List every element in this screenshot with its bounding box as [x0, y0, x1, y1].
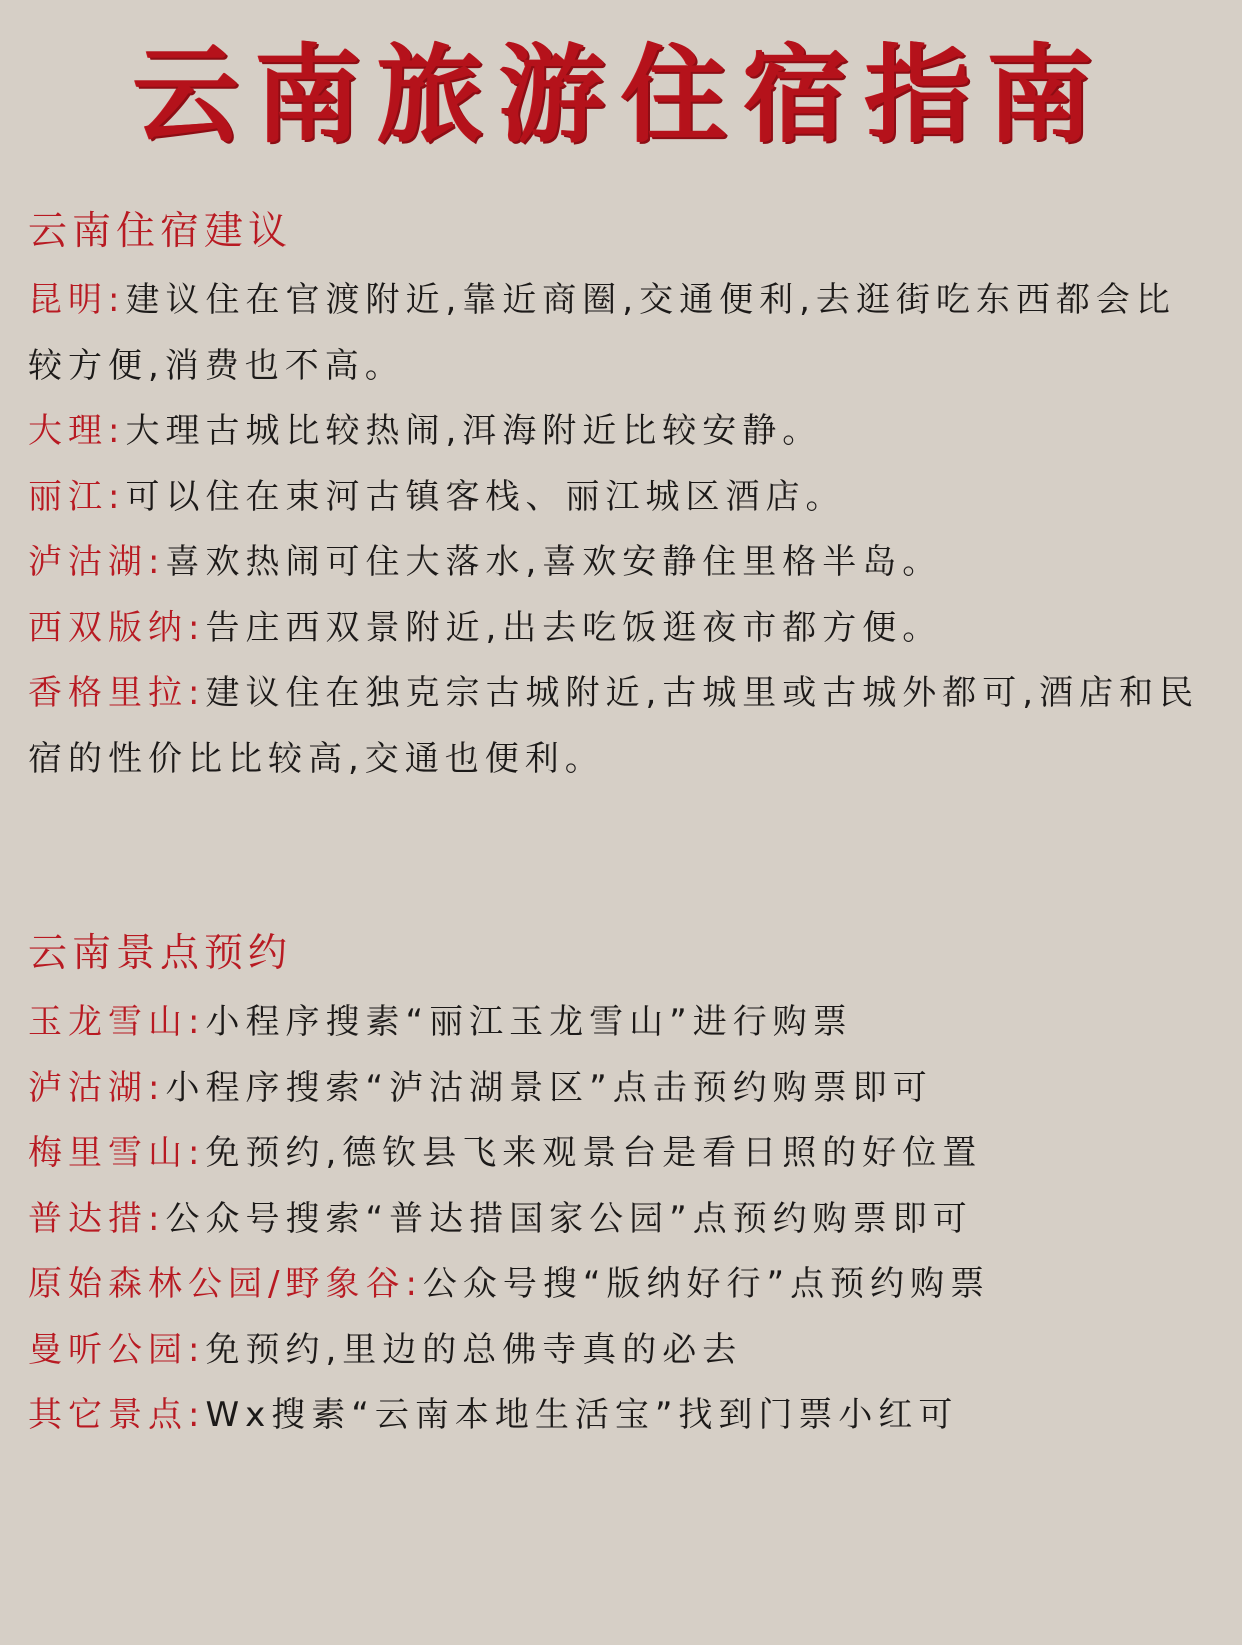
item-label: 普达措:	[28, 1198, 166, 1239]
item-label: 玉龙雪山:	[28, 1002, 206, 1042]
accommodation-heading: 云南住宿建议	[28, 209, 293, 254]
attraction-item-pudacuo	[28, 1187, 1214, 1253]
item-text: 告庄西双景附近,出去吃饭逛夜市都方便。	[205, 607, 943, 648]
accommodation-item-lugu-lake	[28, 530, 1214, 596]
attractions-heading: 云南景点预约	[28, 931, 293, 976]
attractions-section	[28, 922, 1214, 1449]
item-label: 曼听公园:	[28, 1329, 206, 1370]
item-text: 免预约,德钦县飞来观景台是看日照的好位置	[205, 1133, 983, 1173]
item-text: 建议住在官渡附近,靠近商圈,交通便利,去逛街吃东西都会比较方便,消费也不高。	[28, 280, 1176, 386]
accommodation-item-lijiang	[28, 465, 1214, 531]
attraction-item-other	[28, 1383, 1214, 1449]
attraction-item-meili-snow-mountain	[28, 1121, 1214, 1187]
item-text: 免预约,里边的总佛寺真的必去	[205, 1329, 743, 1370]
item-label: 西双版纳:	[28, 607, 206, 648]
item-label: 泸沽湖:	[28, 542, 166, 582]
accommodation-item-dali	[28, 399, 1214, 465]
attraction-item-manting-park	[28, 1318, 1214, 1384]
attraction-item-primeval-forest	[28, 1252, 1214, 1318]
page-title: 云南旅游住宿指南	[133, 34, 1109, 157]
item-text: 建议住在独克宗古城附近,古城里或古城外都可,酒店和民宿的性价比比较高,交通也便利。	[28, 673, 1200, 779]
item-text: 小程序搜索“泸沽湖景区”点击预约购票即可	[165, 1067, 933, 1108]
attraction-item-lugu-lake	[28, 1056, 1214, 1122]
item-label: 梅里雪山:	[28, 1133, 206, 1173]
item-label: 昆明:	[28, 280, 126, 320]
item-text: 大理古城比较热闹,洱海附近比较安静。	[125, 411, 823, 451]
accommodation-item-shangri-la	[28, 661, 1214, 792]
item-label: 香格里拉:	[28, 673, 206, 713]
item-text: 公众号搜索“普达措国家公园”点预约购票即可	[165, 1198, 973, 1239]
item-text: Wx搜素“云南本地生活宝”找到门票小红可	[205, 1395, 959, 1435]
item-text: 喜欢热闹可住大落水,喜欢安静住里格半岛。	[165, 542, 943, 582]
accommodation-item-kunming	[28, 268, 1214, 399]
item-text: 公众号搜“版纳好行”点预约购票	[422, 1264, 991, 1304]
item-label: 大理:	[28, 411, 126, 451]
item-label: 其它景点:	[28, 1395, 206, 1435]
item-text: 可以住在束河古镇客栈、丽江城区酒店。	[125, 476, 846, 517]
accommodation-section	[28, 200, 1214, 792]
item-label: 泸沽湖:	[28, 1067, 166, 1108]
accommodation-item-xishuangbanna	[28, 596, 1214, 662]
attraction-item-yulong-snow-mountain	[28, 990, 1214, 1056]
item-label: 丽江:	[28, 476, 126, 517]
item-label: 原始森林公园/野象谷:	[28, 1264, 423, 1304]
item-text: 小程序搜素“丽江玉龙雪山”进行购票	[205, 1002, 853, 1042]
